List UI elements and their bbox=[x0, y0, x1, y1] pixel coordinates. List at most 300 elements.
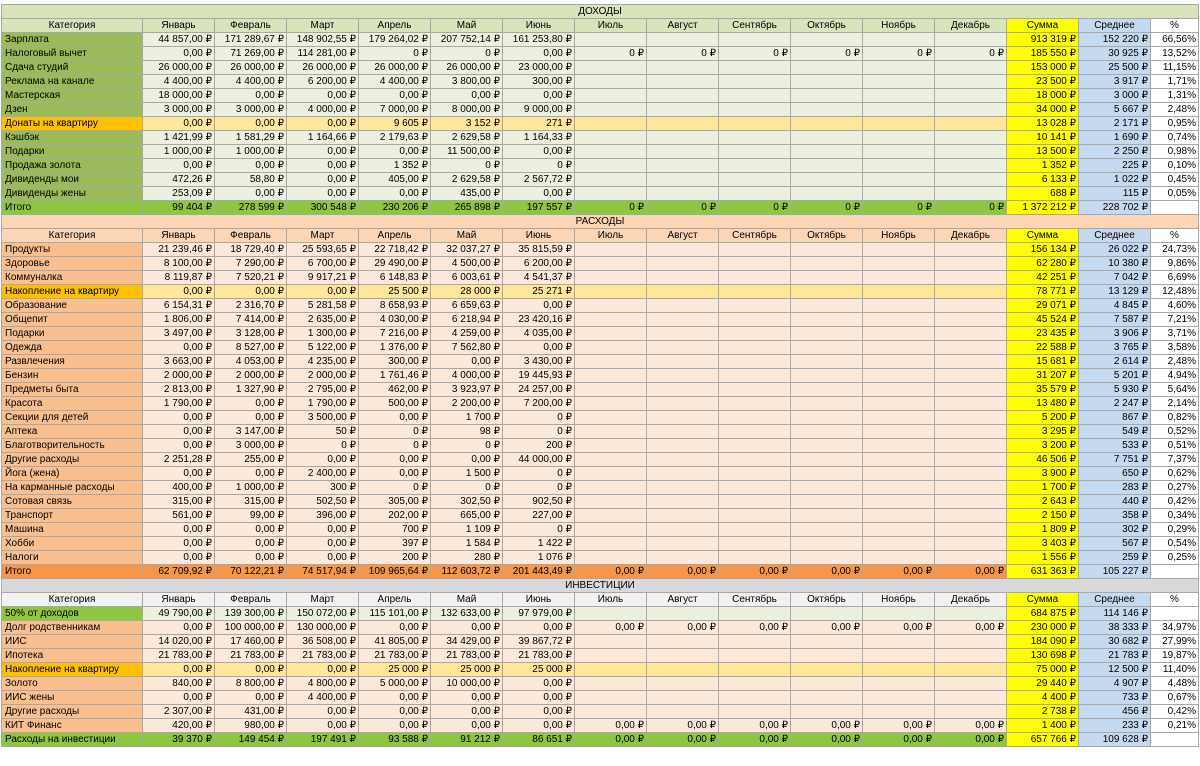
value-cell[interactable] bbox=[647, 327, 719, 341]
value-cell[interactable] bbox=[935, 75, 1007, 89]
value-cell[interactable] bbox=[935, 243, 1007, 257]
value-cell[interactable]: 0,00 ₽ bbox=[503, 145, 575, 159]
value-cell[interactable]: 1 372 212 ₽ bbox=[1007, 201, 1079, 215]
value-cell[interactable] bbox=[863, 691, 935, 705]
value-cell[interactable] bbox=[719, 635, 791, 649]
value-cell[interactable]: 26 000,00 ₽ bbox=[287, 61, 359, 75]
value-cell[interactable] bbox=[863, 299, 935, 313]
value-cell[interactable]: 62 280 ₽ bbox=[1007, 257, 1079, 271]
value-cell[interactable] bbox=[791, 369, 863, 383]
value-cell[interactable]: 93 588 ₽ bbox=[359, 733, 431, 747]
value-cell[interactable]: 35 579 ₽ bbox=[1007, 383, 1079, 397]
value-cell[interactable] bbox=[935, 355, 1007, 369]
value-cell[interactable]: 98 ₽ bbox=[431, 425, 503, 439]
value-cell[interactable]: 0,00 ₽ bbox=[143, 285, 215, 299]
value-cell[interactable] bbox=[791, 411, 863, 425]
value-cell[interactable]: 2 400,00 ₽ bbox=[287, 467, 359, 481]
value-cell[interactable]: 7 200,00 ₽ bbox=[503, 397, 575, 411]
value-cell[interactable]: 0,00 ₽ bbox=[287, 705, 359, 719]
value-cell[interactable] bbox=[935, 33, 1007, 47]
value-cell[interactable]: 0,00 ₽ bbox=[287, 89, 359, 103]
value-cell[interactable] bbox=[719, 341, 791, 355]
column-header[interactable]: Сентябрь bbox=[719, 593, 791, 607]
value-cell[interactable]: 2 171 ₽ bbox=[1079, 117, 1151, 131]
value-cell[interactable]: 9 605 ₽ bbox=[359, 117, 431, 131]
value-cell[interactable]: 0,00 ₽ bbox=[503, 705, 575, 719]
value-cell[interactable]: 115 ₽ bbox=[1079, 187, 1151, 201]
value-cell[interactable]: 2 629,58 ₽ bbox=[431, 131, 503, 145]
value-cell[interactable]: 0 ₽ bbox=[359, 439, 431, 453]
value-cell[interactable]: 3 295 ₽ bbox=[1007, 425, 1079, 439]
value-cell[interactable] bbox=[719, 551, 791, 565]
value-cell[interactable]: 265 898 ₽ bbox=[431, 201, 503, 215]
value-cell[interactable] bbox=[719, 495, 791, 509]
value-cell[interactable] bbox=[719, 131, 791, 145]
row-label-cell[interactable]: Аптека bbox=[2, 425, 143, 439]
value-cell[interactable]: 5 930 ₽ bbox=[1079, 383, 1151, 397]
value-cell[interactable] bbox=[935, 327, 1007, 341]
value-cell[interactable]: 0 ₽ bbox=[503, 411, 575, 425]
value-cell[interactable]: 78 771 ₽ bbox=[1007, 285, 1079, 299]
value-cell[interactable]: 1 761,46 ₽ bbox=[359, 369, 431, 383]
value-cell[interactable] bbox=[791, 89, 863, 103]
row-label-cell[interactable]: Образование bbox=[2, 299, 143, 313]
value-cell[interactable] bbox=[863, 635, 935, 649]
value-cell[interactable]: 8 527,00 ₽ bbox=[215, 341, 287, 355]
value-cell[interactable]: 0,00 ₽ bbox=[647, 719, 719, 733]
row-label-cell[interactable]: КИТ Финанс bbox=[2, 719, 143, 733]
value-cell[interactable] bbox=[863, 495, 935, 509]
value-cell[interactable] bbox=[935, 467, 1007, 481]
value-cell[interactable] bbox=[719, 271, 791, 285]
value-cell[interactable]: 3 917 ₽ bbox=[1079, 75, 1151, 89]
value-cell[interactable]: 2 629,58 ₽ bbox=[431, 173, 503, 187]
value-cell[interactable]: 4 035,00 ₽ bbox=[503, 327, 575, 341]
value-cell[interactable]: 197 491 ₽ bbox=[287, 733, 359, 747]
value-cell[interactable]: 185 550 ₽ bbox=[1007, 47, 1079, 61]
value-cell[interactable]: 0 ₽ bbox=[503, 425, 575, 439]
row-label-cell[interactable]: Продукты bbox=[2, 243, 143, 257]
value-cell[interactable]: 0 ₽ bbox=[503, 467, 575, 481]
value-cell[interactable]: 21 783,00 ₽ bbox=[287, 649, 359, 663]
value-cell[interactable]: 99,00 ₽ bbox=[215, 509, 287, 523]
value-cell[interactable] bbox=[863, 663, 935, 677]
value-cell[interactable] bbox=[863, 607, 935, 621]
column-header[interactable]: Март bbox=[287, 19, 359, 33]
row-label-cell[interactable]: Расходы на инвестиции bbox=[2, 733, 143, 747]
value-cell[interactable] bbox=[863, 271, 935, 285]
value-cell[interactable]: 500,00 ₽ bbox=[359, 397, 431, 411]
value-cell[interactable]: 6 133 ₽ bbox=[1007, 173, 1079, 187]
column-header[interactable]: Декабрь bbox=[935, 229, 1007, 243]
value-cell[interactable] bbox=[791, 439, 863, 453]
value-cell[interactable]: 26 000,00 ₽ bbox=[215, 61, 287, 75]
value-cell[interactable] bbox=[935, 173, 1007, 187]
value-cell[interactable]: 39 370 ₽ bbox=[143, 733, 215, 747]
value-cell[interactable]: 5,64% bbox=[1151, 383, 1199, 397]
value-cell[interactable]: 3 200 ₽ bbox=[1007, 439, 1079, 453]
value-cell[interactable] bbox=[863, 103, 935, 117]
row-label-cell[interactable]: Йога (жена) bbox=[2, 467, 143, 481]
value-cell[interactable]: 253,09 ₽ bbox=[143, 187, 215, 201]
value-cell[interactable] bbox=[575, 145, 647, 159]
value-cell[interactable] bbox=[791, 285, 863, 299]
value-cell[interactable]: 4 030,00 ₽ bbox=[359, 313, 431, 327]
value-cell[interactable]: 435,00 ₽ bbox=[431, 187, 503, 201]
value-cell[interactable]: 0,42% bbox=[1151, 495, 1199, 509]
value-cell[interactable]: 0,00 ₽ bbox=[143, 439, 215, 453]
value-cell[interactable]: 0 ₽ bbox=[647, 201, 719, 215]
value-cell[interactable] bbox=[575, 495, 647, 509]
value-cell[interactable]: 420,00 ₽ bbox=[143, 719, 215, 733]
value-cell[interactable]: 0 ₽ bbox=[647, 47, 719, 61]
value-cell[interactable]: 0,42% bbox=[1151, 705, 1199, 719]
value-cell[interactable]: 4,48% bbox=[1151, 677, 1199, 691]
value-cell[interactable]: 5 667 ₽ bbox=[1079, 103, 1151, 117]
value-cell[interactable]: 0,00 ₽ bbox=[431, 691, 503, 705]
value-cell[interactable]: 431,00 ₽ bbox=[215, 705, 287, 719]
value-cell[interactable]: 0,00 ₽ bbox=[575, 621, 647, 635]
column-header[interactable]: Категория bbox=[2, 19, 143, 33]
value-cell[interactable]: 4 000,00 ₽ bbox=[431, 369, 503, 383]
value-cell[interactable] bbox=[719, 327, 791, 341]
value-cell[interactable]: 11 500,00 ₽ bbox=[431, 145, 503, 159]
value-cell[interactable]: 4 541,37 ₽ bbox=[503, 271, 575, 285]
value-cell[interactable]: 32 037,27 ₽ bbox=[431, 243, 503, 257]
value-cell[interactable]: 25 000 ₽ bbox=[359, 663, 431, 677]
value-cell[interactable]: 0,00 ₽ bbox=[503, 187, 575, 201]
column-header[interactable]: Октябрь bbox=[791, 229, 863, 243]
value-cell[interactable] bbox=[575, 313, 647, 327]
value-cell[interactable] bbox=[575, 425, 647, 439]
column-header[interactable]: Ноябрь bbox=[863, 19, 935, 33]
value-cell[interactable]: 1,71% bbox=[1151, 75, 1199, 89]
value-cell[interactable]: 3 906 ₽ bbox=[1079, 327, 1151, 341]
value-cell[interactable]: 5 281,58 ₽ bbox=[287, 299, 359, 313]
column-header[interactable]: Ноябрь bbox=[863, 593, 935, 607]
column-header[interactable]: Февраль bbox=[215, 593, 287, 607]
value-cell[interactable] bbox=[575, 537, 647, 551]
value-cell[interactable]: 5 200 ₽ bbox=[1007, 411, 1079, 425]
value-cell[interactable] bbox=[647, 607, 719, 621]
value-cell[interactable]: 0,00 ₽ bbox=[503, 299, 575, 313]
column-header[interactable]: Февраль bbox=[215, 229, 287, 243]
value-cell[interactable]: 3 152 ₽ bbox=[431, 117, 503, 131]
value-cell[interactable]: 171 289,67 ₽ bbox=[215, 33, 287, 47]
value-cell[interactable] bbox=[647, 663, 719, 677]
row-label-cell[interactable]: ИИС жены bbox=[2, 691, 143, 705]
column-header[interactable]: Июнь bbox=[503, 593, 575, 607]
value-cell[interactable] bbox=[791, 159, 863, 173]
value-cell[interactable] bbox=[647, 89, 719, 103]
value-cell[interactable] bbox=[647, 117, 719, 131]
value-cell[interactable] bbox=[863, 341, 935, 355]
value-cell[interactable]: 21 783 ₽ bbox=[1079, 649, 1151, 663]
value-cell[interactable]: 7 042 ₽ bbox=[1079, 271, 1151, 285]
value-cell[interactable]: 302 ₽ bbox=[1079, 523, 1151, 537]
value-cell[interactable]: 840,00 ₽ bbox=[143, 677, 215, 691]
value-cell[interactable]: 26 000,00 ₽ bbox=[143, 61, 215, 75]
value-cell[interactable]: 6 148,83 ₽ bbox=[359, 271, 431, 285]
value-cell[interactable]: 17 460,00 ₽ bbox=[215, 635, 287, 649]
value-cell[interactable]: 0 ₽ bbox=[863, 201, 935, 215]
value-cell[interactable]: 0,00 ₽ bbox=[215, 663, 287, 677]
value-cell[interactable] bbox=[935, 509, 1007, 523]
value-cell[interactable] bbox=[647, 159, 719, 173]
value-cell[interactable] bbox=[935, 677, 1007, 691]
value-cell[interactable] bbox=[647, 509, 719, 523]
row-label-cell[interactable]: Дивиденды жены bbox=[2, 187, 143, 201]
value-cell[interactable] bbox=[863, 383, 935, 397]
value-cell[interactable] bbox=[1151, 607, 1199, 621]
value-cell[interactable]: 2 307,00 ₽ bbox=[143, 705, 215, 719]
value-cell[interactable]: 7 414,00 ₽ bbox=[215, 313, 287, 327]
value-cell[interactable]: 0,00 ₽ bbox=[575, 565, 647, 579]
value-cell[interactable]: 4 259,00 ₽ bbox=[431, 327, 503, 341]
value-cell[interactable]: 7 520,21 ₽ bbox=[215, 271, 287, 285]
value-cell[interactable] bbox=[647, 383, 719, 397]
column-header[interactable]: Ноябрь bbox=[863, 229, 935, 243]
value-cell[interactable] bbox=[791, 663, 863, 677]
value-cell[interactable]: 0,00 ₽ bbox=[503, 341, 575, 355]
value-cell[interactable]: 7,37% bbox=[1151, 453, 1199, 467]
value-cell[interactable] bbox=[791, 299, 863, 313]
value-cell[interactable] bbox=[935, 103, 1007, 117]
value-cell[interactable]: 139 300,00 ₽ bbox=[215, 607, 287, 621]
value-cell[interactable]: 8 000,00 ₽ bbox=[431, 103, 503, 117]
value-cell[interactable]: 1 352 ₽ bbox=[359, 159, 431, 173]
value-cell[interactable]: 38 333 ₽ bbox=[1079, 621, 1151, 635]
value-cell[interactable]: 4 500,00 ₽ bbox=[431, 257, 503, 271]
value-cell[interactable]: 7 562,80 ₽ bbox=[431, 341, 503, 355]
value-cell[interactable] bbox=[863, 649, 935, 663]
value-cell[interactable]: 688 ₽ bbox=[1007, 187, 1079, 201]
value-cell[interactable] bbox=[935, 411, 1007, 425]
value-cell[interactable]: 1 806,00 ₽ bbox=[143, 313, 215, 327]
value-cell[interactable]: 0,00 ₽ bbox=[287, 537, 359, 551]
value-cell[interactable]: 6,69% bbox=[1151, 271, 1199, 285]
value-cell[interactable] bbox=[575, 159, 647, 173]
value-cell[interactable]: 1 000,00 ₽ bbox=[143, 145, 215, 159]
value-cell[interactable]: 22 588 ₽ bbox=[1007, 341, 1079, 355]
value-cell[interactable]: 3 128,00 ₽ bbox=[215, 327, 287, 341]
value-cell[interactable] bbox=[863, 75, 935, 89]
value-cell[interactable]: 0,34% bbox=[1151, 509, 1199, 523]
value-cell[interactable]: 27,99% bbox=[1151, 635, 1199, 649]
value-cell[interactable]: 0,00 ₽ bbox=[503, 691, 575, 705]
value-cell[interactable]: 0,00 ₽ bbox=[287, 551, 359, 565]
column-header[interactable]: Январь bbox=[143, 593, 215, 607]
value-cell[interactable]: 2 813,00 ₽ bbox=[143, 383, 215, 397]
value-cell[interactable]: 0,00 ₽ bbox=[287, 453, 359, 467]
value-cell[interactable]: 25 593,65 ₽ bbox=[287, 243, 359, 257]
value-cell[interactable]: 0,00 ₽ bbox=[647, 621, 719, 635]
column-header[interactable]: Сумма bbox=[1007, 229, 1079, 243]
value-cell[interactable] bbox=[575, 341, 647, 355]
value-cell[interactable]: 0,00 ₽ bbox=[215, 117, 287, 131]
value-cell[interactable]: 9 000,00 ₽ bbox=[503, 103, 575, 117]
value-cell[interactable]: 2 247 ₽ bbox=[1079, 397, 1151, 411]
value-cell[interactable] bbox=[647, 313, 719, 327]
value-cell[interactable] bbox=[935, 187, 1007, 201]
value-cell[interactable] bbox=[791, 117, 863, 131]
value-cell[interactable]: 1 376,00 ₽ bbox=[359, 341, 431, 355]
value-cell[interactable]: 0,00 ₽ bbox=[431, 705, 503, 719]
value-cell[interactable]: 0,00 ₽ bbox=[143, 523, 215, 537]
row-label-cell[interactable]: Сотовая связь bbox=[2, 495, 143, 509]
value-cell[interactable] bbox=[575, 131, 647, 145]
value-cell[interactable]: 0,00 ₽ bbox=[863, 719, 935, 733]
value-cell[interactable]: 0,74% bbox=[1151, 131, 1199, 145]
value-cell[interactable] bbox=[791, 313, 863, 327]
value-cell[interactable]: 0,00 ₽ bbox=[287, 285, 359, 299]
value-cell[interactable]: 0,00 ₽ bbox=[215, 159, 287, 173]
value-cell[interactable] bbox=[575, 75, 647, 89]
value-cell[interactable]: 4 400,00 ₽ bbox=[359, 75, 431, 89]
value-cell[interactable]: 91 212 ₽ bbox=[431, 733, 503, 747]
value-cell[interactable] bbox=[791, 705, 863, 719]
value-cell[interactable]: 0 ₽ bbox=[431, 159, 503, 173]
value-cell[interactable]: 225 ₽ bbox=[1079, 159, 1151, 173]
value-cell[interactable] bbox=[719, 537, 791, 551]
value-cell[interactable] bbox=[719, 159, 791, 173]
value-cell[interactable]: 18 729,40 ₽ bbox=[215, 243, 287, 257]
value-cell[interactable]: 0,00 ₽ bbox=[143, 411, 215, 425]
value-cell[interactable]: 0,00 ₽ bbox=[359, 467, 431, 481]
column-header[interactable]: Январь bbox=[143, 19, 215, 33]
value-cell[interactable]: 0,00 ₽ bbox=[719, 733, 791, 747]
value-cell[interactable] bbox=[719, 369, 791, 383]
value-cell[interactable] bbox=[863, 243, 935, 257]
column-header[interactable]: Апрель bbox=[359, 229, 431, 243]
value-cell[interactable]: 13 129 ₽ bbox=[1079, 285, 1151, 299]
value-cell[interactable] bbox=[647, 187, 719, 201]
value-cell[interactable]: 153 000 ₽ bbox=[1007, 61, 1079, 75]
value-cell[interactable]: 3 403 ₽ bbox=[1007, 537, 1079, 551]
value-cell[interactable] bbox=[863, 453, 935, 467]
value-cell[interactable]: 283 ₽ bbox=[1079, 481, 1151, 495]
value-cell[interactable]: 112 603,72 ₽ bbox=[431, 565, 503, 579]
value-cell[interactable] bbox=[575, 369, 647, 383]
value-cell[interactable] bbox=[647, 635, 719, 649]
value-cell[interactable]: 1,31% bbox=[1151, 89, 1199, 103]
value-cell[interactable]: 9 917,21 ₽ bbox=[287, 271, 359, 285]
value-cell[interactable]: 280 ₽ bbox=[431, 551, 503, 565]
row-label-cell[interactable]: На карманные расходы bbox=[2, 481, 143, 495]
value-cell[interactable]: 66,56% bbox=[1151, 33, 1199, 47]
value-cell[interactable]: 0,00 ₽ bbox=[143, 341, 215, 355]
value-cell[interactable]: 3 923,97 ₽ bbox=[431, 383, 503, 397]
value-cell[interactable] bbox=[935, 649, 1007, 663]
value-cell[interactable] bbox=[719, 705, 791, 719]
value-cell[interactable]: 109 628 ₽ bbox=[1079, 733, 1151, 747]
value-cell[interactable]: 156 134 ₽ bbox=[1007, 243, 1079, 257]
value-cell[interactable] bbox=[719, 89, 791, 103]
value-cell[interactable]: 1 809 ₽ bbox=[1007, 523, 1079, 537]
value-cell[interactable] bbox=[575, 411, 647, 425]
value-cell[interactable]: 0,00 ₽ bbox=[503, 621, 575, 635]
value-cell[interactable]: 2 795,00 ₽ bbox=[287, 383, 359, 397]
value-cell[interactable]: 1 690 ₽ bbox=[1079, 131, 1151, 145]
value-cell[interactable]: 21 783,00 ₽ bbox=[503, 649, 575, 663]
column-header[interactable]: Март bbox=[287, 593, 359, 607]
value-cell[interactable]: 0,00 ₽ bbox=[647, 565, 719, 579]
value-cell[interactable]: 42 251 ₽ bbox=[1007, 271, 1079, 285]
value-cell[interactable]: 100 000,00 ₽ bbox=[215, 621, 287, 635]
value-cell[interactable] bbox=[935, 61, 1007, 75]
value-cell[interactable] bbox=[647, 355, 719, 369]
value-cell[interactable] bbox=[863, 397, 935, 411]
value-cell[interactable]: 179 264,02 ₽ bbox=[359, 33, 431, 47]
row-label-cell[interactable]: Донаты на квартиру bbox=[2, 117, 143, 131]
value-cell[interactable]: 105 227 ₽ bbox=[1079, 565, 1151, 579]
value-cell[interactable]: 36 508,00 ₽ bbox=[287, 635, 359, 649]
value-cell[interactable]: 0,51% bbox=[1151, 439, 1199, 453]
row-label-cell[interactable]: Дзен bbox=[2, 103, 143, 117]
value-cell[interactable]: 7 290,00 ₽ bbox=[215, 257, 287, 271]
value-cell[interactable]: 300 548 ₽ bbox=[287, 201, 359, 215]
column-header[interactable]: Январь bbox=[143, 229, 215, 243]
value-cell[interactable]: 7 216,00 ₽ bbox=[359, 327, 431, 341]
value-cell[interactable]: 6 200,00 ₽ bbox=[503, 257, 575, 271]
value-cell[interactable]: 2 200,00 ₽ bbox=[431, 397, 503, 411]
value-cell[interactable]: 2,48% bbox=[1151, 103, 1199, 117]
value-cell[interactable] bbox=[863, 89, 935, 103]
value-cell[interactable]: 5 000,00 ₽ bbox=[359, 677, 431, 691]
value-cell[interactable]: 7 751 ₽ bbox=[1079, 453, 1151, 467]
value-cell[interactable] bbox=[647, 551, 719, 565]
value-cell[interactable] bbox=[791, 341, 863, 355]
value-cell[interactable] bbox=[575, 257, 647, 271]
value-cell[interactable]: 19 445,93 ₽ bbox=[503, 369, 575, 383]
value-cell[interactable] bbox=[863, 467, 935, 481]
value-cell[interactable]: 0 ₽ bbox=[359, 481, 431, 495]
value-cell[interactable]: 75 000 ₽ bbox=[1007, 663, 1079, 677]
row-label-cell[interactable]: Итого bbox=[2, 201, 143, 215]
row-label-cell[interactable]: Транспорт bbox=[2, 509, 143, 523]
value-cell[interactable] bbox=[575, 117, 647, 131]
value-cell[interactable]: 23 500 ₽ bbox=[1007, 75, 1079, 89]
column-header[interactable]: Апрель bbox=[359, 19, 431, 33]
value-cell[interactable]: 733 ₽ bbox=[1079, 691, 1151, 705]
value-cell[interactable]: 913 319 ₽ bbox=[1007, 33, 1079, 47]
value-cell[interactable]: 11,40% bbox=[1151, 663, 1199, 677]
column-header[interactable]: Июль bbox=[575, 19, 647, 33]
value-cell[interactable]: 0,00 ₽ bbox=[215, 285, 287, 299]
value-cell[interactable]: 200 ₽ bbox=[503, 439, 575, 453]
value-cell[interactable]: 0,82% bbox=[1151, 411, 1199, 425]
value-cell[interactable] bbox=[575, 481, 647, 495]
row-label-cell[interactable]: Реклама на канале bbox=[2, 75, 143, 89]
value-cell[interactable] bbox=[935, 551, 1007, 565]
value-cell[interactable]: 1 022 ₽ bbox=[1079, 173, 1151, 187]
value-cell[interactable] bbox=[791, 75, 863, 89]
value-cell[interactable]: 201 443,49 ₽ bbox=[503, 565, 575, 579]
value-cell[interactable]: 315,00 ₽ bbox=[143, 495, 215, 509]
value-cell[interactable]: 86 651 ₽ bbox=[503, 733, 575, 747]
value-cell[interactable] bbox=[863, 523, 935, 537]
value-cell[interactable]: 665,00 ₽ bbox=[431, 509, 503, 523]
value-cell[interactable]: 4 000,00 ₽ bbox=[287, 103, 359, 117]
value-cell[interactable] bbox=[863, 677, 935, 691]
value-cell[interactable] bbox=[719, 411, 791, 425]
row-label-cell[interactable]: Дивиденды мои bbox=[2, 173, 143, 187]
value-cell[interactable]: 3 000,00 ₽ bbox=[143, 103, 215, 117]
value-cell[interactable]: 2 614 ₽ bbox=[1079, 355, 1151, 369]
column-header[interactable]: Сумма bbox=[1007, 593, 1079, 607]
value-cell[interactable] bbox=[575, 173, 647, 187]
row-label-cell[interactable]: Золото bbox=[2, 677, 143, 691]
